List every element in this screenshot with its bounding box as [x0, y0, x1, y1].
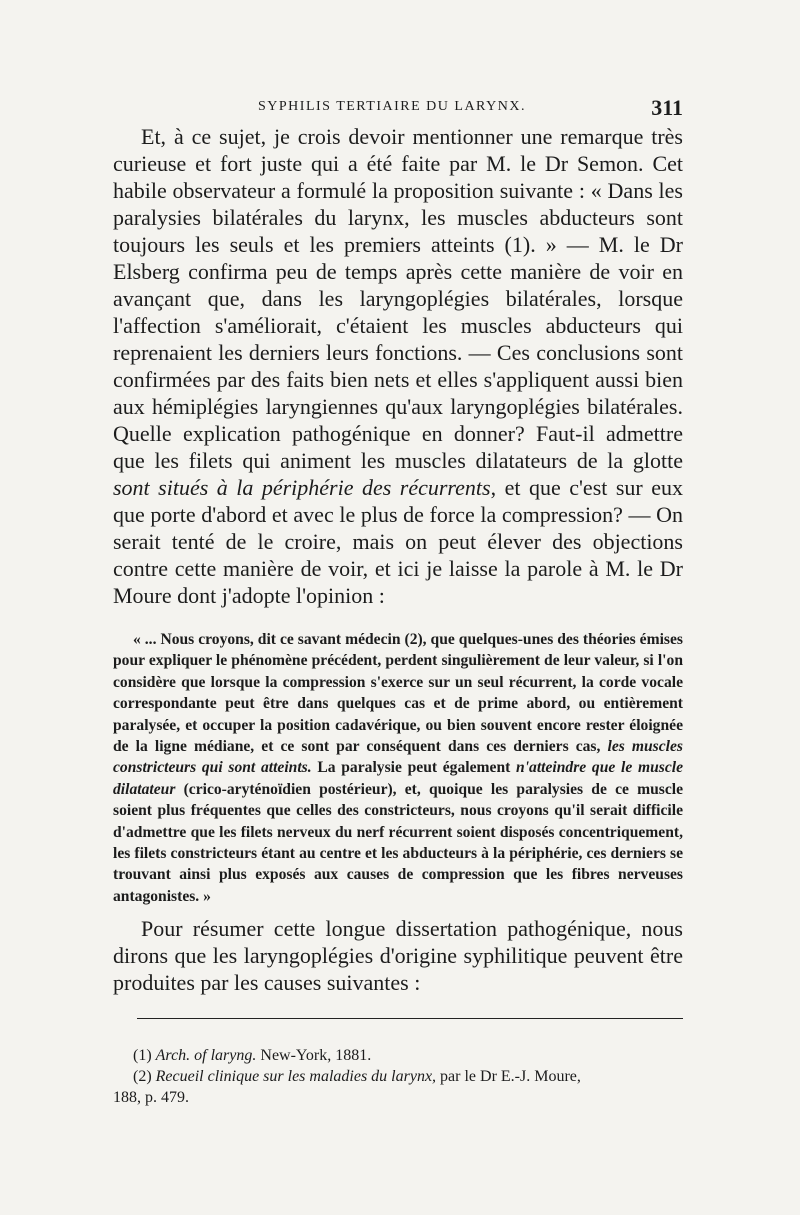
quote-italic-1: les muscles constricteurs qui sont atteints. — [113, 738, 683, 777]
footnote-2-number: (2) — [133, 1068, 152, 1086]
footnote-2-continuation: 188, p. 479. — [113, 1089, 189, 1107]
page-header — [113, 95, 683, 123]
footnote-divider — [137, 1018, 683, 1019]
block-quote — [113, 629, 683, 907]
conclusion-paragraph — [113, 915, 683, 996]
quote-text-c: (crico-aryténoïdien postérieur), et, quoique les paralysies de ce muscle soient plus fréquentes que celles des constricteurs, nous croyons qu'il serait difficile d'admettre que les filets nerveux du nerf récurrent soient disposés concentriquement, les filets constricteurs étant au centre et les abducteurs à la périphérie, ces derniers se trouvant ainsi plus exposés aux causes de compression que les fibres nerveuses antagonistes. » — [113, 780, 683, 905]
conclusion-text: Pour résumer cette longue dissertation pathogénique, nous dirons que les laryngoplégies d'origine syphilitique peuvent être produites par les causes suivantes : — [113, 916, 683, 996]
quote-text-b: La paralysie peut également — [311, 759, 517, 777]
quote-text-a: « ... Nous croyons, dit ce savant médecin (2), que quelques-unes des théories émises pour expliquer le phénomène précédent, perdent singulièrement de leur valeur, si l'on considère que lorsque la compression s'exerce sur un seul récurrent, la corde vocale correspondante peut être dans quelques cas et de prime abord, ou entièrement paralysée, et occuper la position cadavérique, ou bien souvent encore rester éloignée de la ligne médiane, et ce sont par conséquent dans ces derniers cas, — [113, 631, 683, 756]
paragraph-1-text-b: , et que c'est sur eux que porte d'abord et avec le plus de force la compression? — On serait tenté de le croire, mais on peut élever des objections contre cette manière de voir, et ici je laisse la parole à M. le Dr Moure dont j'adopte l'opinion : — [113, 475, 683, 608]
paragraph-1-italic: sont situés à la périphérie des récurrents — [113, 475, 491, 500]
paragraph-1-text-a: Et, à ce sujet, je crois devoir mentionner une remarque très curieuse et fort juste qui a été faite par M. le Dr Semon. Cet habile observateur a formulé la proposition suivante : « Dans les paralysies bilatérales du larynx, les muscles abducteurs sont toujours les seuls et les premiers atteints (1). » — M. le Dr Elsberg confirma peu de temps après cette manière de voir en avançant que, dans les laryngoplégies bilatérales, lorsque l'affection s'améliorait, c'étaient les muscles abducteurs qui reprenaient les derniers leurs fonctions. — Ces conclusions sont confirmées par des faits bien nets et elles s'appliquent aussi bien aux hémiplégies laryngiennes qu'aux laryngoplégies bilatérales. Quelle explication pathogénique en donner? Faut-il admettre que les filets qui animent les muscles dilatateurs de la glotte — [113, 124, 683, 473]
page-number: 311 — [651, 95, 683, 120]
book-page — [113, 95, 683, 1108]
footnote-1-details: New-York, 1881. — [256, 1047, 372, 1065]
paragraph-1 — [113, 123, 683, 609]
footnotes — [113, 1045, 683, 1108]
footnote-2-source: Recueil clinique sur les maladies du larynx, — [155, 1068, 437, 1086]
footnote-2-details: par le Dr E.-J. Moure, — [436, 1068, 581, 1086]
running-title: SYPHILIS TERTIAIRE DU LARYNX. — [258, 99, 526, 114]
footnote-1-number: (1) — [133, 1047, 152, 1065]
footnote-1-source: Arch. of laryng. — [155, 1047, 257, 1065]
footnote-1 — [113, 1045, 683, 1066]
quote-italic-2: n'atteindre que le muscle dilatateur — [113, 759, 683, 798]
footnote-2 — [113, 1066, 683, 1087]
